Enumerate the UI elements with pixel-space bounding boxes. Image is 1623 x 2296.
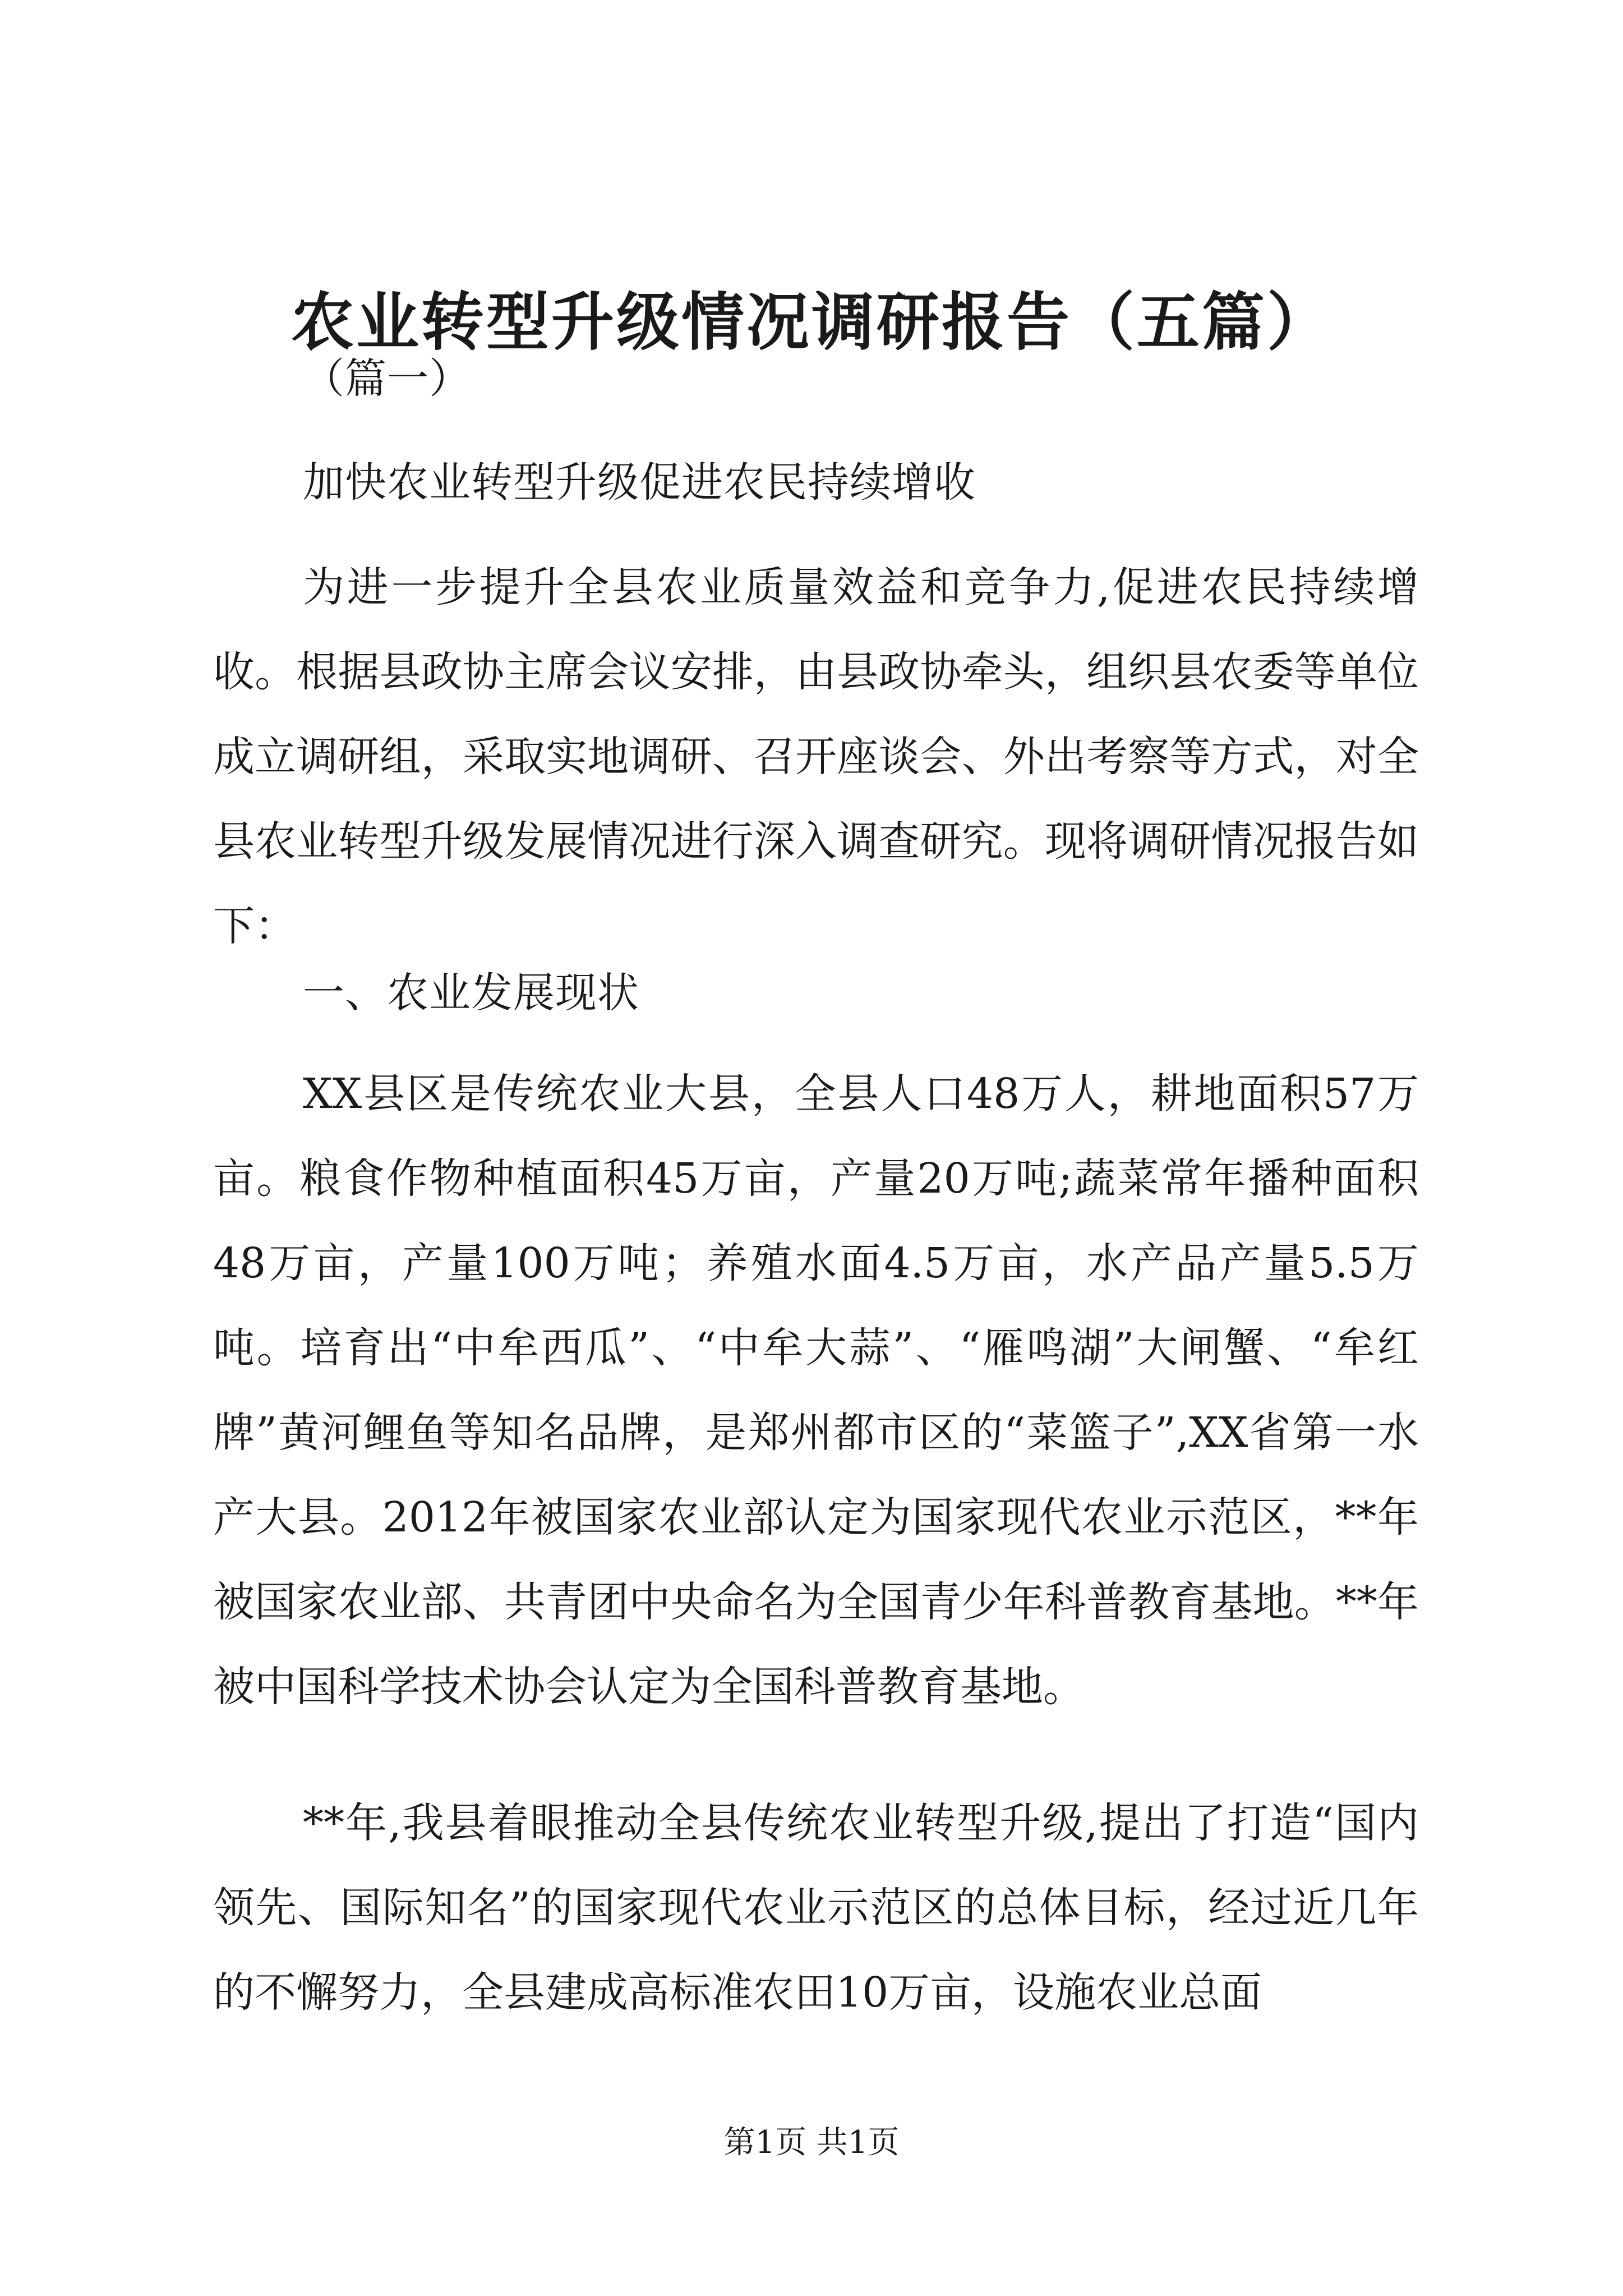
progress-paragraph: **年,我县着眼推动全县传统农业转型升级,提出了打造“国内领先、国际知名”的国家现代农业示范区的总体目标，经过近几年的不懈努力，全县建成高标准农田10万亩，设施农业总面 xyxy=(213,1799,1419,2017)
document-title: 农业转型升级情况调研报告（五篇） xyxy=(291,286,1332,359)
intro-paragraph: 为进一步提升全县农业质量效益和竞争力,促进农民持续增收。根据县政协主席会议安排，由县政协牵头，组织县农委等单位成立调研组，采取实地调研、召开座谈会、外出考察等方式，对全县农业转型升级发展情况进行深入调查研究。现将调研情况报告如下： xyxy=(213,563,1419,950)
part-label: （篇一） xyxy=(303,355,471,403)
status-paragraph: XX县区是传统农业大县，全县人口48万人，耕地面积57万亩。粮食作物种植面积45万亩，产量20万吨;蔬菜常年播种面积48万亩，产量100万吨；养殖水面4.5万亩，水产品产量5.5万吨。培育出“中牟西瓜”、“中牟大蒜”、“雁鸣湖”大闸蟹、“牟红牌”黄河鲤鱼等知名品牌，是郑州都市区的“菜篮子”,XX省第一水产大县。2012年被国家农业部认定为国家现代农业示范区，**年被国家农业部、共青团中央命名为全国青少年科普教育基地。**年被中国科学技术协会认定为全国科普教育基地。 xyxy=(213,1070,1419,1711)
section-subtitle: 加快农业转型升级促进农民持续增收 xyxy=(303,458,976,507)
page-footer: 第1页 共1页 xyxy=(723,2124,900,2161)
section-heading-1: 一、农业发展现状 xyxy=(303,969,639,1017)
